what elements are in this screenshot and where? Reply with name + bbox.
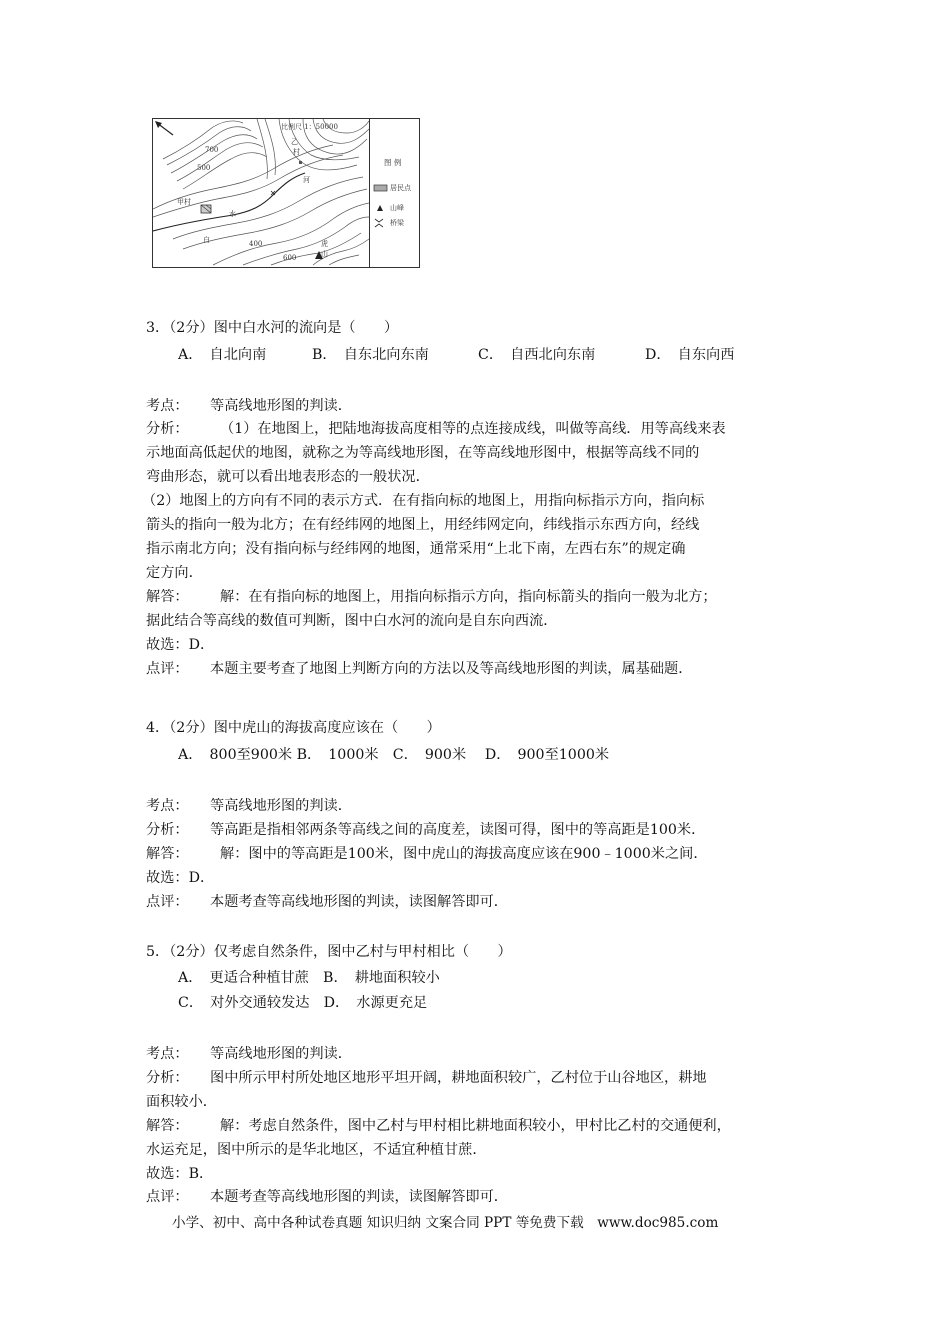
q4-jieda: 解答： 解：图中的等高距是100米，图中虎山的海拔高度应该在900﹣1000米之间． xyxy=(146,846,708,862)
q3-fenxi-line-2: 示地面高低起伏的地图，就称之为等高线地形图，在等高线地形图中，根据等高线不同的 xyxy=(146,445,700,461)
q3-option-b: B． 自东北向东南 xyxy=(312,347,429,363)
q5-dianping: 点评： 本题考查等高线地形图的判读，读图解答即可． xyxy=(146,1189,508,1205)
q5-fenxi-line-1: 分析： 图中所示甲村所处地区地形平坦开阔，耕地面积较广，乙村位于山谷地区，耕地 xyxy=(146,1070,707,1086)
q3-fenxi-line-4: （2）地图上的方向有不同的表示方式．在有指向标的地图上，用指向标指示方向，指向标 xyxy=(142,493,705,509)
map-legend xyxy=(369,119,421,267)
contour-label-700: 700 xyxy=(205,146,219,154)
q5-fenxi-line-2: 面积较小． xyxy=(146,1094,217,1110)
q3-dianping: 点评： 本题主要考查了地图上判断方向的方法以及等高线地形图的判读，属基础题． xyxy=(146,661,693,677)
q3-fenxi-line-1: 分析： （1）在地图上，把陆地海拔高度相等的点连接成线，叫做等高线．用等高线来表 xyxy=(146,421,726,437)
q5-jieda-line-1: 解答： 解：考虑自然条件，图中乙村与甲村相比耕地面积较小，甲村比乙村的交通便利， xyxy=(146,1118,731,1134)
q5-jieda-line-2: 水运充足，图中所示的是华北地区，不适宜种植甘蔗． xyxy=(146,1142,487,1158)
label-river-shui: 水 xyxy=(229,210,236,218)
label-village-yi-2: 村 xyxy=(293,148,300,156)
q3-option-c: C． 自西北向东南 xyxy=(478,347,596,363)
legend-label-bridge: 桥梁 xyxy=(390,219,404,227)
q4-options: A． 800至900米 B． 1000米 C． 900米 D． 900至1000米 xyxy=(178,747,610,763)
bridge-icon xyxy=(375,219,383,227)
q3-jieda-line-2: 据此结合等高线的数值可判断，图中白水河的流向是自东向西流． xyxy=(146,613,558,629)
q4-question: 4．（2分）图中虎山的海拔高度应该在（ ） xyxy=(146,720,441,736)
q5-options-row-2: C． 对外交通较发达 D． 水源更充足 xyxy=(178,995,428,1011)
peak-triangle-icon xyxy=(377,205,383,211)
label-village-yi-1: 乙 xyxy=(291,138,298,146)
legend-label-peak: 山峰 xyxy=(390,204,404,212)
q5-kaodian: 考点： 等高线地形图的判读． xyxy=(146,1046,352,1062)
legend-label-settlement: 居民点 xyxy=(390,184,411,192)
contour-label-600: 600 xyxy=(283,254,297,262)
q4-fenxi: 分析： 等高距是指相邻两条等高线之间的高度差，读图可得，图中的等高距是100米． xyxy=(146,822,706,838)
map-scale: 比例尺 1：50000 xyxy=(281,123,338,131)
q5-options-row-1: A． 更适合种植甘蔗 B． 耕地面积较小 xyxy=(178,970,440,986)
q3-kaodian: 考点： 等高线地形图的判读． xyxy=(146,398,352,414)
settlement-hatch-icon xyxy=(374,185,387,191)
q3-jieda-line-1: 解答： 解：在有指向标的地图上，用指向标指示方向，指向标箭头的指向一般为北方； xyxy=(146,589,717,605)
legend-title: 图 例 xyxy=(384,158,402,167)
contour-label-400: 400 xyxy=(249,240,263,248)
q3-option-a: A． 自北向南 xyxy=(178,347,267,363)
q3-fenxi-line-6: 指示南北方向；没有指向标与经纬网的地图，通常采用“上北下南，左西右东”的规定确 xyxy=(146,541,686,557)
q5-question: 5．（2分）仅考虑自然条件，图中乙村与甲村相比（ ） xyxy=(146,944,512,960)
q4-kaodian: 考点： 等高线地形图的判读． xyxy=(146,798,352,814)
label-mountain-hu-1: 虎 xyxy=(321,240,328,248)
q5-guxuan: 故选：B． xyxy=(146,1166,214,1182)
q3-guxuan: 故选：D． xyxy=(146,637,215,653)
contour-map-figure xyxy=(152,118,420,268)
q3-fenxi-line-7: 定方向． xyxy=(146,565,203,581)
river-baishui xyxy=(153,173,305,231)
q4-dianping: 点评： 本题考查等高线地形图的判读，读图解答即可． xyxy=(146,894,508,910)
q3-fenxi-line-3: 弯曲形态，就可以看出地表形态的一般状况． xyxy=(146,469,430,485)
label-river-he: 河 xyxy=(303,176,310,184)
page-footer: 小学、初中、高中各种试卷真题 知识归纳 文案合同 PPT 等免费下载 www.doc985.com xyxy=(172,1215,719,1231)
q3-fenxi-line-5: 箭头的指向一般为北方；在有经纬网的地图上，用经纬网定向，纬线指示东西方向，经线 xyxy=(146,517,700,533)
label-river-bai: 白 xyxy=(203,236,210,244)
label-village-jia: 甲村 xyxy=(177,198,191,206)
q3-option-d: D． 自东向西 xyxy=(645,347,735,363)
label-mountain-hu-2: 山 xyxy=(321,250,328,258)
q4-guxuan: 故选：D． xyxy=(146,870,215,886)
north-arrow-icon xyxy=(155,121,162,128)
q3-question: 3．（2分）图中白水河的流向是（ ） xyxy=(146,320,399,336)
contour-label-500: 500 xyxy=(197,164,211,172)
